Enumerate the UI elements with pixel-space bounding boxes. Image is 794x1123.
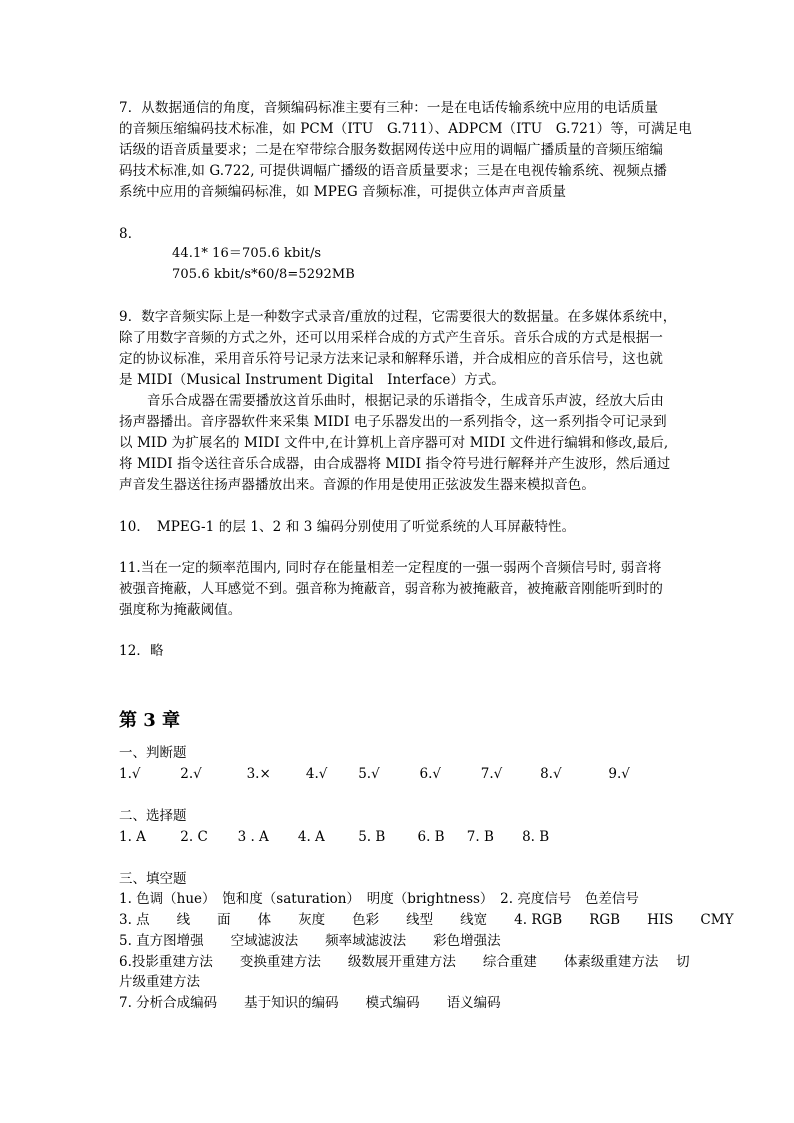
fill-line-2: 3. 点 线 面 体 灰度 色彩 线型 线宽 4. RGB RGB HIS CMY — [119, 912, 734, 928]
q7-line-5: 系统中应用的音频编码标准，如 MPEG 音频标准，可提供立体声声音质量 — [119, 184, 567, 200]
q12-text: 12．略 — [119, 643, 164, 659]
q9-para2-line-5: 声音发生器送往扬声器播放出来。音源的作用是使用正弦波发生器来模拟音色。 — [119, 477, 595, 493]
q8-formula-1: 44.1* 16＝705.6 kbit/s — [172, 246, 322, 261]
choice-item: 4. A — [297, 829, 325, 845]
q11-line-1: 11.当在一定的频率范围内, 同时存在能量相差一定程度的一强一弱两个音频信号时, 弱音将 — [119, 560, 662, 576]
judge-item: 4.√ — [305, 766, 328, 782]
chapter-title: 第 3 章 — [119, 710, 181, 731]
choice-item: 2. C — [180, 829, 208, 845]
q10-text: 10． MPEG-1 的层 1、2 和 3 编码分别使用了听觉系统的人耳屏蔽特性。 — [119, 519, 576, 535]
choice-answers — [119, 827, 562, 847]
q8-formula-2: 705.6 kbit/s*60/8=5292MB — [172, 267, 355, 282]
fill-line-4b: 片级重建方法 — [119, 974, 200, 990]
choice-item: 8. B — [522, 829, 550, 845]
q7-line-4: 码技术标准,如 G.722, 可提供调幅广播级的语音质量要求；三是在电视传输系统、视频点播 — [119, 163, 668, 179]
q9-para2-line-1: 音乐合成器在需要播放这首乐曲时，根据记录的乐谱指令，生成音乐声波，经放大后由 — [147, 393, 664, 409]
judge-item: 9.√ — [608, 766, 630, 782]
q9-para2-line-2: 扬声器播出。音序器软件来采集 MIDI 电子乐器发出的一系列指令，这一系列指令可记录到 — [119, 414, 667, 430]
q9-line-3: 定的协议标准，采用音乐符号记录方法来记录和解释乐谱，并合成相应的音乐信号，这也就 — [119, 351, 663, 367]
choice-item: 5. B — [358, 829, 386, 845]
q7-line-3: 话级的语音质量要求；二是在窄带综合服务数据网传送中应用的调幅广播质量的音频压缩编 — [119, 142, 663, 158]
q7-line-2: 的音频压缩编码技术标准，如 PCM（ITU G.711）、ADPCM（ITU G.721）等，可满足电 — [119, 121, 692, 137]
choice-item: 7. B — [466, 829, 494, 845]
judge-item: 7.√ — [480, 766, 503, 782]
judge-item: 2.√ — [180, 766, 202, 782]
judge-item: 6.√ — [419, 766, 441, 782]
fill-line-5: 7. 分析合成编码 基于知识的编码 模式编码 语义编码 — [119, 995, 501, 1011]
q9-line-2: 除了用数字音频的方式之外，还可以用采样合成的方式产生音乐。音乐合成的方式是根据一 — [119, 330, 663, 346]
judge-item: 8.√ — [540, 766, 562, 782]
q9-para2-line-4: 将 MIDI 指令送往音乐合成器，由合成器将 MIDI 指令符号进行解释并产生波形，然后通过 — [119, 456, 671, 472]
choice-item: 6. B — [417, 829, 445, 845]
q9-line-4: 是 MIDI（Musical Instrument Digital Interface）方式。 — [119, 372, 505, 388]
fill-line-1: 1. 色调（hue） 饱和度（saturation） 明度（brightness） 2. 亮度信号 色差信号 — [119, 891, 639, 907]
judge-answers — [119, 764, 648, 784]
choice-item: 1. A — [119, 829, 146, 845]
q9-line-1: 9．数字音频实际上是一种数字式录音/重放的过程，它需要很大的数据量。在多媒体系统中， — [119, 309, 677, 325]
fill-line-3: 5. 直方图增强 空域滤波法 频率域滤波法 彩色增强法 — [119, 933, 501, 949]
judge-heading: 一、判断题 — [119, 745, 187, 761]
fill-heading: 三、填空题 — [119, 871, 187, 887]
q7-line-1: 7．从数据通信的角度，音频编码标准主要有三种：一是在电话传输系统中应用的电话质量 — [119, 100, 659, 116]
q11-line-2: 被强音掩蔽，人耳感觉不到。强音称为掩蔽音，弱音称为被掩蔽音，被掩蔽音刚能听到时的 — [119, 581, 663, 597]
judge-item: 1.√ — [119, 766, 141, 782]
choice-item: 3 . A — [237, 829, 269, 845]
q8-label: 8． — [119, 226, 142, 242]
q11-line-3: 强度称为掩蔽阈值。 — [119, 602, 242, 618]
q9-para2-line-3: 以 MID 为扩展名的 MIDI 文件中,在计算机上音序器可对 MIDI 文件进行编辑和修改,最后, — [119, 435, 669, 451]
choice-heading: 二、选择题 — [119, 808, 187, 824]
judge-item: 5.√ — [358, 766, 380, 782]
judge-item: 3.× — [246, 766, 271, 782]
fill-line-4a: 6.投影重建方法 变换重建方法 级数展开重建方法 综合重建 体素级重建方法 切 — [119, 954, 690, 970]
